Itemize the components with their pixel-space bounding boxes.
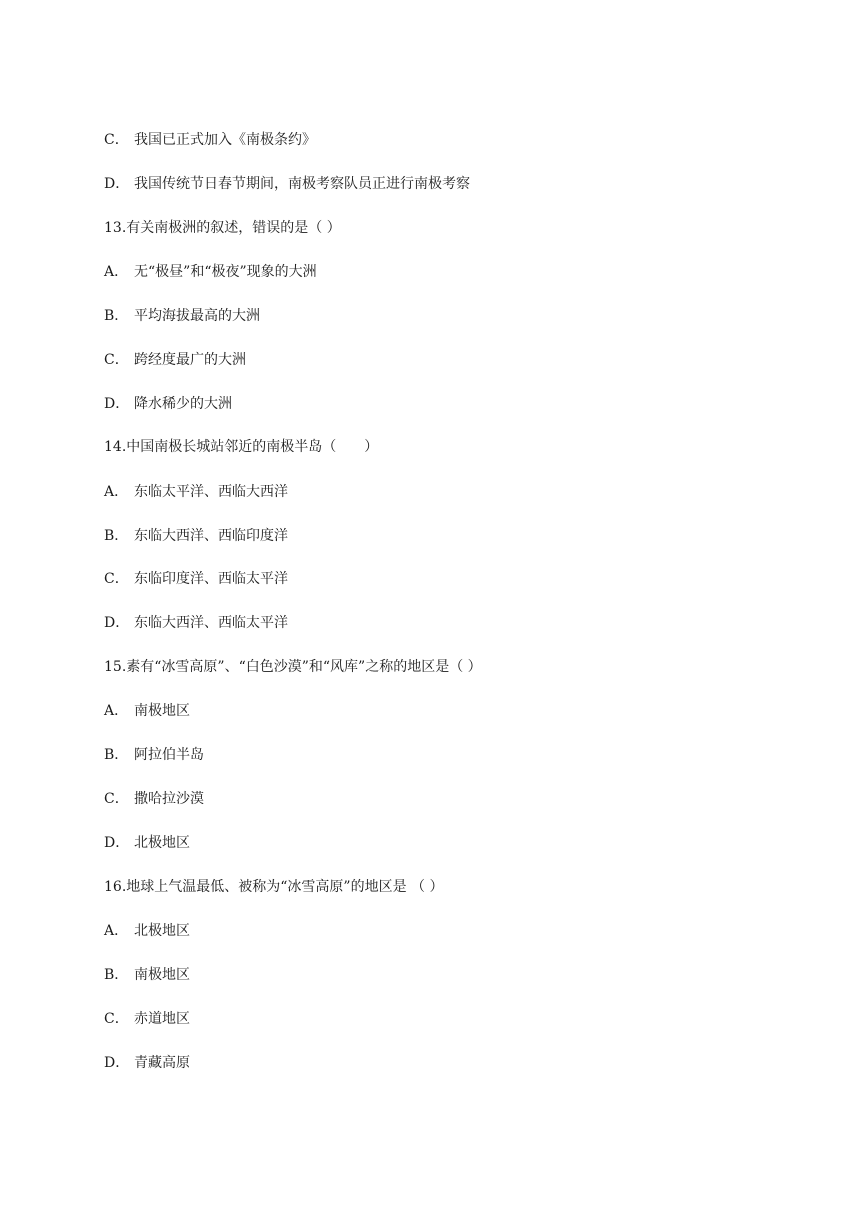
option-line xyxy=(104,965,190,985)
option-text: 赤道地区 xyxy=(134,1011,190,1027)
option-letter: D． xyxy=(104,176,130,192)
option-line xyxy=(104,262,317,282)
question-16: 16.地球上气温最低、被称为“冰雪高原”的地区是 （ ） xyxy=(104,879,444,895)
option-line xyxy=(104,482,288,502)
option-text: 东临大西洋、西临太平洋 xyxy=(134,615,288,631)
option-line xyxy=(104,350,246,370)
option-line xyxy=(104,174,470,194)
option-letter: A． xyxy=(104,484,129,500)
option-text: 青藏高原 xyxy=(134,1055,190,1071)
option-letter: C． xyxy=(104,352,129,368)
option-letter: C． xyxy=(104,1011,129,1027)
option-letter: D． xyxy=(104,396,130,412)
option-text: 我国已正式加入《南极条约》 xyxy=(134,132,316,148)
option-letter: A． xyxy=(104,264,129,280)
question-13: 13.有关南极洲的叙述，错误的是（ ） xyxy=(104,220,341,236)
option-text: 南极地区 xyxy=(134,967,190,983)
option-line xyxy=(104,569,288,589)
option-letter: A． xyxy=(104,703,129,719)
option-line xyxy=(104,745,204,765)
option-line xyxy=(104,1009,190,1029)
option-letter: C． xyxy=(104,571,129,587)
option-text: 东临印度洋、西临太平洋 xyxy=(134,571,288,587)
option-letter: B． xyxy=(104,967,129,983)
option-letter: D． xyxy=(104,1055,130,1071)
option-line xyxy=(104,394,232,414)
option-line xyxy=(104,613,288,633)
option-text: 平均海拔最高的大洲 xyxy=(134,308,260,324)
option-letter: C． xyxy=(104,132,129,148)
option-letter: D． xyxy=(104,835,130,851)
option-line xyxy=(104,921,190,941)
option-text: 跨经度最广的大洲 xyxy=(134,352,246,368)
option-text: 我国传统节日春节期间，南极考察队员正进行南极考察 xyxy=(134,176,470,192)
option-letter: B． xyxy=(104,528,129,544)
option-text: 南极地区 xyxy=(134,703,190,719)
option-text: 无“极昼”和“极夜”现象的大洲 xyxy=(134,264,317,280)
option-text: 东临大西洋、西临印度洋 xyxy=(134,528,288,544)
option-text: 北极地区 xyxy=(134,923,190,939)
question-14: 14.中国南极长城站邻近的南极半岛（ ） xyxy=(104,439,379,455)
option-line xyxy=(104,306,260,326)
option-text: 东临太平洋、西临大西洋 xyxy=(134,484,288,500)
option-text: 阿拉伯半岛 xyxy=(134,747,204,763)
question-15: 15.素有“冰雪高原”、“白色沙漠”和“风库”之称的地区是（ ） xyxy=(104,659,482,675)
option-letter: C． xyxy=(104,791,129,807)
option-text: 北极地区 xyxy=(134,835,190,851)
option-letter: A． xyxy=(104,923,129,939)
option-text: 撒哈拉沙漠 xyxy=(134,791,204,807)
option-letter: B． xyxy=(104,308,129,324)
option-line xyxy=(104,526,288,546)
option-letter: D． xyxy=(104,615,130,631)
option-line xyxy=(104,701,190,721)
option-letter: B． xyxy=(104,747,129,763)
option-line xyxy=(104,789,204,809)
option-line xyxy=(104,1053,190,1073)
option-line xyxy=(104,833,190,853)
option-line xyxy=(104,130,316,150)
option-text: 降水稀少的大洲 xyxy=(134,396,232,412)
